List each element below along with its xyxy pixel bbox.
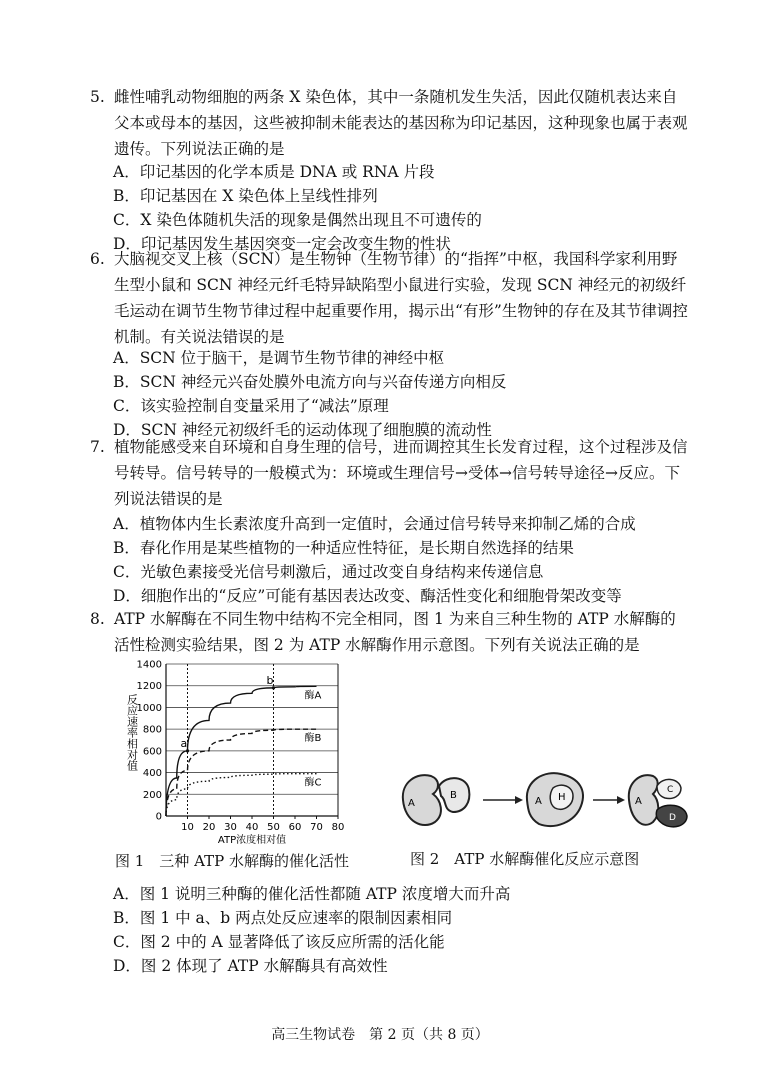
question-number: 6. — [90, 250, 105, 268]
question-6-stem — [90, 246, 690, 350]
diagram-label-c: C — [667, 785, 674, 795]
x-tick-label: 60 — [288, 822, 302, 833]
option-5d: D．印记基因发生基因突变一定会改变生物的性状 — [113, 235, 451, 253]
x-axis-label: ATP浓度相对值 — [217, 835, 287, 846]
question-text: ATP 水解酶在不同生物中结构不完全相同，图 1 为来自三种生物的 ATP 水解酶的活性检测实验结果，图 2 为 ATP 水解酶作用示意图。下列有关说法正确的是 — [114, 610, 676, 654]
y-tick-label: 0 — [155, 811, 162, 823]
option-8d: D．图 2 体现了 ATP 水解酶具有高效性 — [113, 957, 388, 975]
figure-1-caption: 图 1 三种 ATP 水解酶的催化活性 — [115, 852, 349, 870]
arrow-1-head — [515, 796, 523, 804]
option-8b: B．图 1 中 a、b 两点处反应速率的限制因素相同 — [113, 909, 453, 927]
figure-2-diagram — [395, 760, 695, 840]
option-7a: A．植物体内生长素浓度升高到一定值时，会通过信号转导来抑制乙烯的合成 — [113, 515, 636, 533]
x-tick-label: 10 — [181, 822, 194, 833]
series-label: 酶C — [304, 777, 322, 789]
diagram-label-h: H — [558, 792, 566, 803]
x-tick-label: 80 — [331, 822, 345, 833]
option-6d: D．SCN 神经元初级纤毛的运动体现了细胞膜的流动性 — [113, 421, 492, 439]
question-number: 8. — [90, 610, 105, 628]
question-number: 7. — [90, 438, 105, 456]
option-7b: B．春化作用是某些植物的一种适应性特征，是长期自然选择的结果 — [113, 539, 574, 557]
y-tick-label: 600 — [142, 746, 162, 758]
y-tick-label: 1000 — [136, 702, 162, 714]
x-tick-label: 20 — [202, 822, 216, 833]
y-tick-label: 800 — [142, 724, 162, 736]
question-number: 5. — [90, 88, 105, 106]
diagram-label-a2: A — [535, 796, 542, 807]
y-tick-label: 1200 — [136, 681, 162, 693]
question-8-stem — [90, 606, 690, 658]
option-7c: C．光敏色素接受光信号刺激后，通过改变自身结构来传递信息 — [113, 563, 544, 581]
question-text: 雌性哺乳动物细胞的两条 X 染色体，其中一条随机发生失活，因此仅随机表达来自父本或母本的基因，这些被抑制未能表达的基因称为印记基因，这种现象也属于表观遗传。下列说法正确的是 — [114, 88, 688, 158]
x-tick-label: 70 — [310, 822, 323, 833]
series-line-3 — [166, 774, 317, 816]
enzyme-substrate-separate — [403, 775, 470, 825]
option-7d: D．细胞作出的“反应”可能有基因表达改变、酶活性变化和细胞骨架改变等 — [113, 587, 622, 605]
question-7-stem — [90, 434, 690, 512]
x-tick-label: 30 — [224, 822, 237, 833]
diagram-label-a3: A — [635, 796, 642, 807]
y-axis-label: 反应速率相对值 — [125, 694, 139, 771]
point-label-a: a — [180, 736, 188, 750]
option-5a: A．印记基因的化学本质是 DNA 或 RNA 片段 — [113, 163, 435, 181]
question-5-stem — [90, 84, 690, 162]
question-text: 大脑视交叉上核（SCN）是生物钟（生物节律）的“指挥”中枢，我国科学家利用野生型小鼠和 SCN 神经元纤毛特异缺陷型小鼠进行实验，发现 SCN 神经元的初级纤毛运动在调节生物节律过程中起重要作用，揭示出“有形”生物钟的存在及其节律调控机制。有关说法错误的是 — [114, 250, 688, 346]
option-6b: B．SCN 神经元兴奋处膜外电流方向与兴奋传递方向相反 — [113, 373, 507, 391]
figure-1-chart — [110, 656, 360, 846]
diagram-label-b: B — [450, 790, 457, 801]
enzyme-products — [629, 775, 687, 827]
option-8a: A．图 1 说明三种酶的催化活性都随 ATP 浓度增大而升高 — [113, 885, 511, 903]
option-8c: C．图 2 中的 A 显著降低了该反应所需的活化能 — [113, 933, 445, 951]
series-label: 酶B — [304, 733, 322, 745]
enzyme-a-shape-3 — [629, 775, 658, 825]
y-tick-label: 1400 — [136, 659, 162, 671]
x-tick-label: 40 — [245, 822, 259, 833]
page-footer: 高三生物试卷 第 2 页（共 8 页） — [271, 1027, 489, 1043]
enzyme-substrate-complex — [527, 773, 583, 826]
diagram-label-a1: A — [408, 798, 415, 809]
y-tick-label: 400 — [142, 768, 162, 780]
x-tick-label: 50 — [267, 822, 280, 833]
figure-2-caption: 图 2 ATP 水解酶催化反应示意图 — [410, 850, 640, 868]
series-label: 酶A — [304, 690, 322, 702]
question-text: 植物能感受来自环境和自身生理的信号，进而调控其生长发育过程，这个过程涉及信号转导。信号转导的一般模式为：环境或生理信号→受体→信号转导途径→反应。下列说法错误的是 — [114, 438, 688, 508]
point-label-b: b — [266, 673, 274, 687]
option-6a: A．SCN 位于脑干，是调节生物节律的神经中枢 — [113, 349, 445, 367]
diagram-label-d: D — [669, 813, 676, 823]
option-5b: B．印记基因在 X 染色体上呈线性排列 — [113, 187, 378, 205]
option-6c: C．该实验控制自变量采用了“减法”原理 — [113, 397, 389, 415]
y-tick-label: 200 — [142, 789, 162, 801]
option-5c: C．X 染色体随机失活的现象是偶然出现且不可遗传的 — [113, 211, 482, 229]
arrow-2-head — [617, 796, 625, 804]
